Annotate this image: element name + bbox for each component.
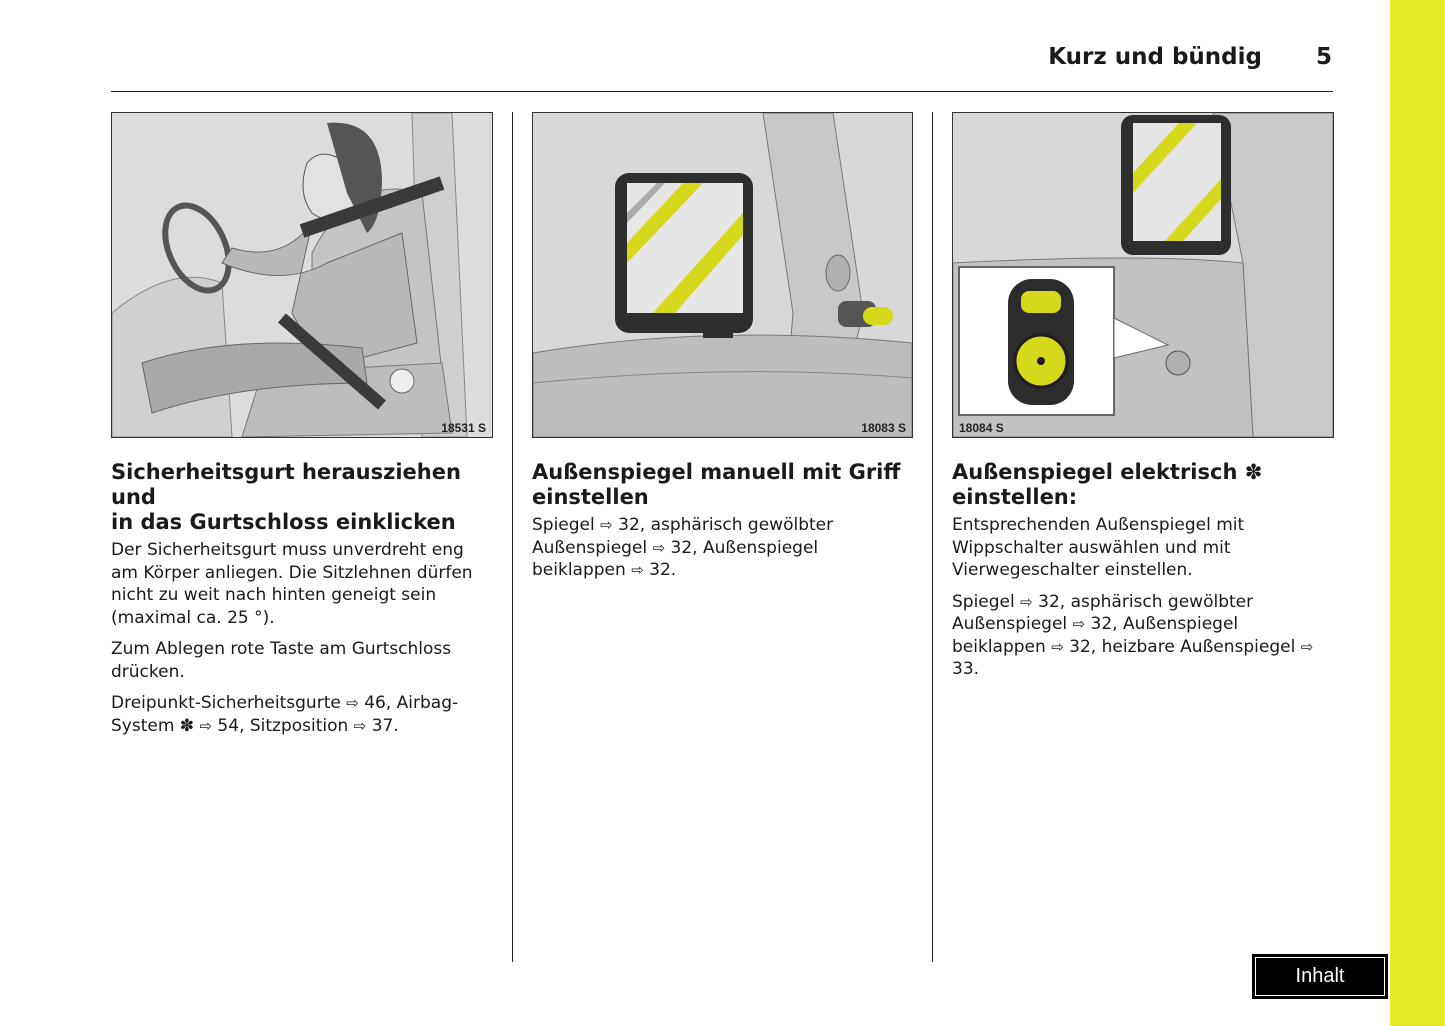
column-divider [512, 112, 513, 962]
heading-line: in das Gurtschloss einklicken [111, 510, 456, 534]
manual-mirror-illustration [533, 113, 912, 437]
header-divider [111, 91, 1333, 92]
asterisk-icon: ✽ [179, 715, 195, 736]
ref-arrow-icon[interactable]: ⇨ [652, 538, 666, 557]
ref-link[interactable]: 32, asphärisch gewölbter Außenspiegel [952, 591, 1254, 634]
ref-arrow-icon[interactable]: ⇨ [1051, 637, 1064, 656]
column-seatbelt [111, 460, 496, 746]
section-heading [532, 460, 916, 510]
heading-line: Sicherheitsgurt herausziehen und [111, 460, 461, 509]
body-paragraph: Entsprechenden Außenspiegel mit Wippschalter auswählen und mit Vierwegeschalter einstellen. [952, 515, 1245, 580]
ref-link[interactable]: 54, Sitzposition [212, 715, 354, 736]
column-manual-mirror [532, 460, 916, 591]
section-heading [111, 460, 496, 535]
ref-text: Spiegel [532, 515, 601, 535]
ref-arrow-icon[interactable]: ⇨ [1020, 592, 1033, 611]
ref-link[interactable]: 32, Außenspiegel beiklappen [952, 614, 1239, 657]
figure-electric-mirror [952, 112, 1334, 438]
body-paragraph: Zum Ablegen rote Taste am Gurtschloss drücken. [111, 639, 452, 682]
figure-code: 18083 S [861, 421, 906, 435]
ref-arrow-icon[interactable]: ⇨ [1300, 637, 1314, 656]
ref-arrow-icon[interactable]: ⇨ [631, 561, 644, 579]
figure-code: 18084 S [959, 421, 1004, 435]
heading-line: Außenspiegel manuell mit Griff [532, 460, 901, 484]
ref-arrow-icon[interactable]: ⇨ [353, 716, 367, 735]
ref-text: Spiegel [952, 591, 1021, 612]
ref-link[interactable]: 32, asphärisch gewölbter Außenspiegel [532, 515, 834, 558]
cross-reference-paragraph [111, 692, 496, 737]
heading-line: einstellen: [952, 485, 1078, 509]
section-heading [952, 460, 1336, 510]
ref-link[interactable]: 32, heizbare Außenspiegel [1063, 636, 1301, 657]
seatbelt-illustration [112, 113, 492, 437]
inhalt-button[interactable]: Inhalt [1252, 954, 1388, 999]
ref-text: Dreipunkt-Sicherheitsgurte [111, 693, 347, 713]
figure-manual-mirror [532, 112, 913, 438]
body-paragraph: Der Sicherheitsgurt muss unverdreht eng am Körper anliegen. Die Sitzlehnen dürfen nicht zu weit nach hinten geneigt sein (maximal ca. 25 °). [111, 540, 473, 628]
page-title: Kurz und bündig [1048, 44, 1262, 70]
ref-link[interactable]: 32, Außenspiegel beiklappen [532, 537, 819, 580]
yellow-edge-bar [1390, 0, 1445, 1026]
column-electric-mirror [952, 460, 1336, 690]
ref-arrow-icon[interactable]: ⇨ [346, 694, 359, 712]
heading-line: Außenspiegel elektrisch [952, 460, 1238, 484]
figure-seatbelt-driver [111, 112, 493, 438]
asterisk-icon: ✽ [1244, 460, 1263, 484]
ref-arrow-icon[interactable]: ⇨ [600, 516, 613, 534]
page-number: 5 [1315, 44, 1332, 70]
electric-mirror-illustration [953, 113, 1333, 437]
cross-reference-paragraph [532, 514, 916, 582]
ref-arrow-icon[interactable]: ⇨ [1072, 615, 1086, 633]
heading-line: einstellen [532, 485, 649, 509]
figure-code: 18531 S [441, 421, 486, 435]
ref-arrow-icon[interactable]: ⇨ [199, 716, 213, 735]
ref-link[interactable]: 46, Airbag-System [111, 693, 459, 736]
ref-link[interactable]: 33. [952, 659, 980, 679]
cross-reference-paragraph [952, 591, 1336, 681]
column-divider [932, 112, 933, 962]
ref-link[interactable]: 37. [366, 715, 399, 736]
ref-link[interactable]: 32. [643, 560, 677, 580]
